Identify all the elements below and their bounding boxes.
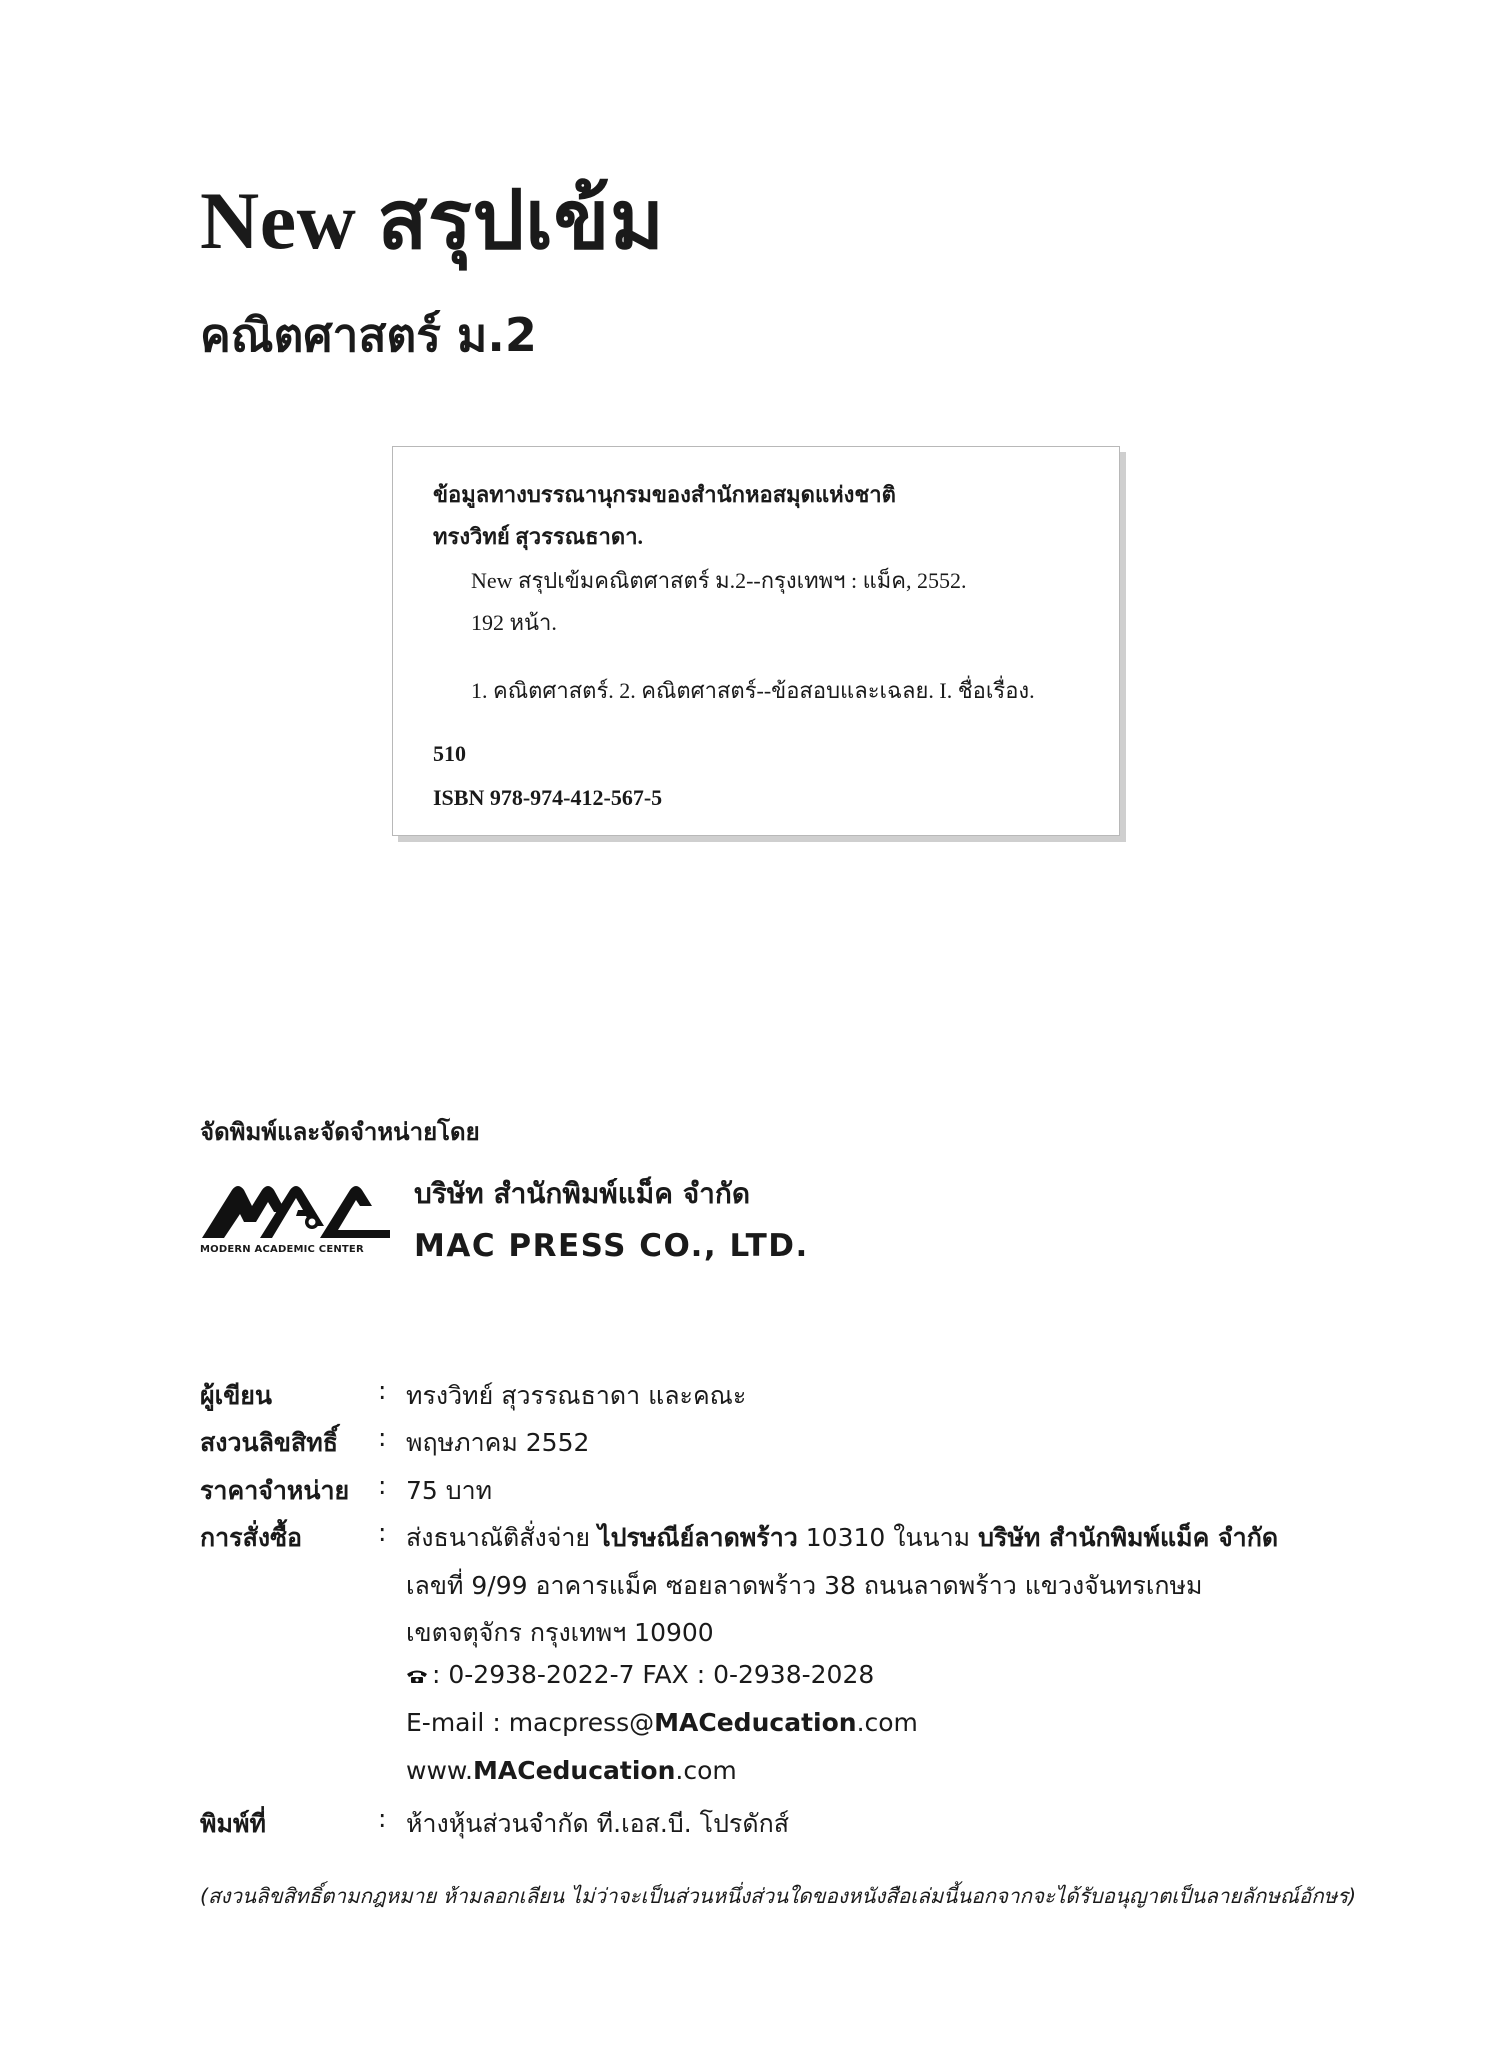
publisher-name-thai: บริษัท สำนักพิมพ์แม็ค จำกัด (414, 1177, 750, 1210)
email-brand: MACeducation (654, 1708, 857, 1737)
cip-subjects: 1. คณิตศาสตร์. 2. คณิตศาสตร์--ข้อสอบและเฉลย. I. ชื่อเรื่อง. (471, 678, 1035, 703)
cip-classification: 510 (433, 741, 466, 766)
address-line-1: เลขที่ 9/99 อาคารแม็ค ซอยลาดพร้าว 38 ถนนลาดพร้าว แขวงจันทรเกษม (406, 1571, 1203, 1600)
cip-isbn: ISBN 978-974-412-567-5 (433, 785, 663, 810)
printer-value: ห้างหุ้นส่วนจำกัด ที.เอส.บี. โปรดักส์ (406, 1809, 789, 1838)
colon: : (378, 1423, 387, 1452)
copyright-value: พฤษภาคม 2552 (406, 1428, 590, 1457)
web-pre: www. (406, 1756, 473, 1785)
cip-author: ทรงวิทย์ สุวรรณธาดา. (433, 524, 644, 549)
logo-caption: MODERN ACADEMIC CENTER (200, 1244, 364, 1255)
order-post-office: ไปรษณีย์ลาดพร้าว (598, 1523, 798, 1552)
telephone-icon (406, 1669, 428, 1683)
phone-numbers: : 0-2938-2022-7 FAX : 0-2938-2028 (432, 1660, 875, 1689)
web-brand: MACeducation (473, 1756, 676, 1785)
colon: : (378, 1518, 387, 1547)
order-label: การสั่งซื้อ (200, 1523, 303, 1552)
email-pre: E-mail : macpress@ (406, 1708, 655, 1737)
order-value (406, 1518, 1278, 1558)
cip-pages: 192 หน้า. (471, 610, 557, 635)
colon: : (378, 1471, 387, 1500)
phone-fax (406, 1660, 874, 1689)
printer-label: พิมพ์ที่ (200, 1809, 266, 1838)
colon: : (378, 1804, 387, 1833)
email-post: .com (856, 1708, 918, 1737)
cip-catalog-box (392, 446, 1120, 836)
book-title: New สรุปเข้ม (200, 175, 665, 266)
email-link[interactable] (406, 1708, 918, 1737)
copyright-label: สงวนลิขสิทธิ์ (200, 1428, 339, 1457)
cip-title-line: New สรุปเข้มคณิตศาสตร์ ม.2--กรุงเทพฯ : แม็ค, 2552. (471, 568, 967, 593)
cip-heading: ข้อมูลทางบรรณานุกรมของสำนักหอสมุดแห่งชาติ (433, 482, 896, 507)
colon: : (378, 1376, 387, 1405)
price-value: 75 บาท (406, 1476, 493, 1505)
price-label: ราคาจำหน่าย (200, 1476, 350, 1505)
author-label: ผู้เขียน (200, 1381, 273, 1410)
website-link[interactable] (406, 1756, 737, 1785)
publisher-name-english: MAC PRESS CO., LTD. (414, 1228, 809, 1264)
order-company: บริษัท สำนักพิมพ์แม็ค จำกัด (978, 1523, 1279, 1552)
order-zip: 10310 ในนาม (797, 1523, 979, 1552)
address-line-2: เขตจตุจักร กรุงเทพฯ 10900 (406, 1618, 714, 1647)
copyright-notice: (สงวนลิขสิทธิ์ตามกฎหมาย ห้ามลอกเลียน ไม่ว่าจะเป็นส่วนหนึ่งส่วนใดของหนังสือเล่มนี้นอกจากจะได้รับอนุญาตเป็นลายลักษณ์อักษร) (200, 1884, 1357, 1908)
web-post: .com (675, 1756, 737, 1785)
order-pre: ส่งธนาณัติสั่งจ่าย (406, 1523, 599, 1552)
book-subtitle: คณิตศาสตร์ ม.2 (200, 308, 537, 362)
author-value: ทรงวิทย์ สุวรรณธาดา และคณะ (406, 1381, 747, 1410)
publisher-label: จัดพิมพ์และจัดจำหน่ายโดย (200, 1118, 480, 1146)
